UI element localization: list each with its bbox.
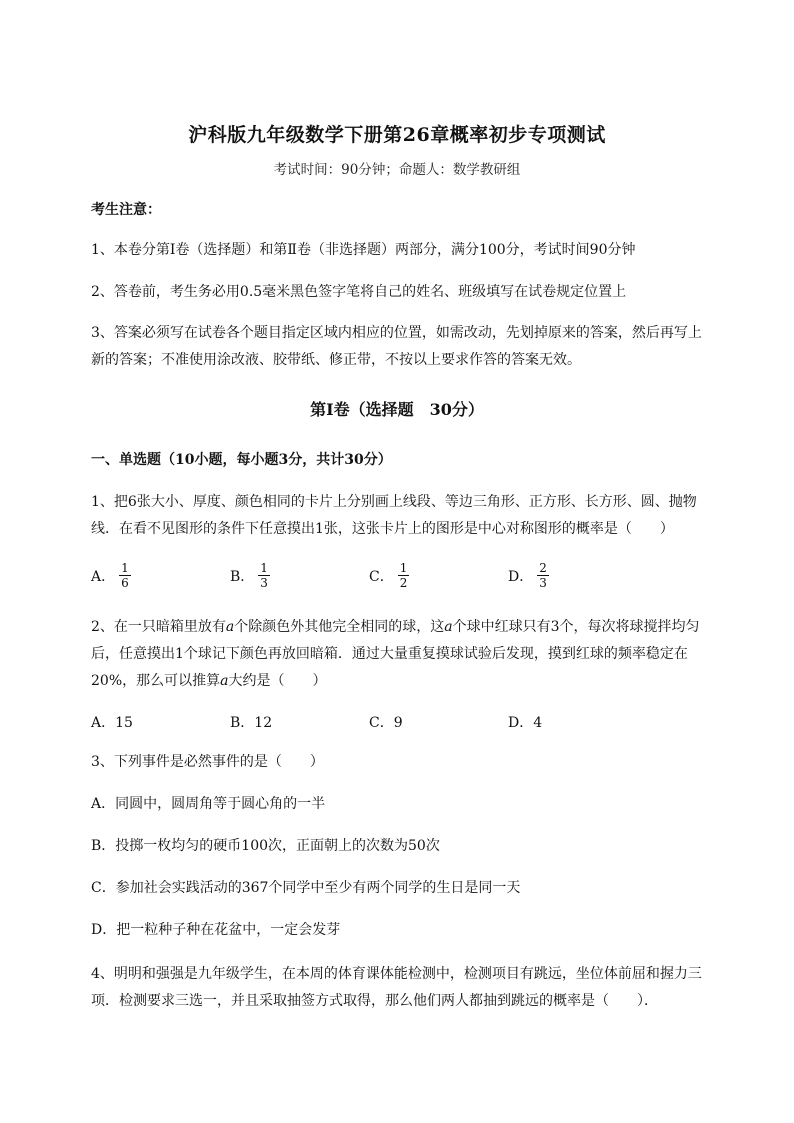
variable-a: a: [225, 619, 235, 635]
stem-text: 个球中红球只有3个，每次将球搅拌均匀后，任意摸出1个球记下颜色再放回暗箱．通过大量重复摸球试验后发现，摸到红球的频率稳定在20%，那么可以推算: [91, 619, 700, 689]
option-label: A．: [91, 568, 116, 585]
numerator: 1: [260, 561, 268, 575]
stem-text: 大约是（ ）: [228, 673, 327, 689]
option-c[interactable]: C．参加社会实践活动的367个同学中至少有两个同学的生日是同一天: [91, 880, 521, 896]
denominator: 6: [121, 576, 129, 590]
option-label: D．: [508, 568, 534, 585]
exam-subtitle: 考试时间：90分钟；命题人：数学教研组: [273, 162, 521, 178]
numerator: 2: [539, 561, 547, 575]
fraction: [537, 561, 549, 590]
variable-a: a: [220, 673, 229, 689]
option-b[interactable]: B．投掷一枚均匀的硬币100次，正面朝上的次数为50次: [91, 838, 440, 854]
denominator: 3: [260, 576, 268, 590]
notice-item-1: 1、本卷分第I卷（选择题）和第Ⅱ卷（非选择题）两部分，满分100分，考试时间90分钟: [91, 242, 636, 258]
option-a[interactable]: [91, 561, 131, 590]
fraction: [398, 561, 410, 590]
denominator: 2: [399, 576, 408, 590]
option-c[interactable]: [369, 561, 409, 590]
denominator: 3: [539, 576, 547, 590]
option-b[interactable]: [230, 561, 270, 590]
numerator: 1: [399, 561, 408, 575]
question-2-stem: [91, 614, 715, 695]
option-label: B．: [230, 568, 255, 585]
numerator: 1: [121, 561, 129, 575]
option-d[interactable]: D．4: [508, 715, 543, 731]
notice-item-3: 3、答案必须写在试卷各个题目指定区域内相应的位置，如需改动，先划掉原来的答案，然后再写上新的答案；不准使用涂改液、胶带纸、修正带，不按以上要求作答的答案无效。: [91, 325, 702, 368]
stem-text: 个除颜色外其他完全相同的球，这: [234, 619, 445, 635]
fraction: [258, 561, 270, 590]
notice-item-2: 2、答卷前，考生务必用0.5毫米黑色签字笔将自己的姓名、班级填写在试卷规定位置上: [91, 284, 627, 300]
notice-heading: 考生注意：: [91, 202, 161, 218]
question-2-options: [91, 712, 715, 752]
option-c[interactable]: C．9: [369, 715, 403, 731]
section-title: 第I卷（选择题 30分）: [310, 400, 484, 419]
stem-text: 2、在一只暗箱里放有: [91, 619, 226, 635]
question-4-stem: 4、明明和强强是九年级学生，在本周的体育课体能检测中，检测项目有跳远，坐位体前屈和握力三项．检测要求三选一，并且采取抽签方式取得，那么他们两人都抽到跳远的概率是（ ）．: [91, 966, 702, 1009]
part-heading: 一、单选题（10小题，每小题3分，共计30分）: [91, 452, 392, 468]
option-d[interactable]: [508, 561, 549, 590]
option-d[interactable]: D．把一粒种子种在花盆中，一定会发芽: [91, 922, 341, 938]
option-b[interactable]: B．12: [230, 715, 273, 731]
option-label: C．: [369, 568, 394, 585]
question-1-stem: 1、把6张大小、厚度、颜色相同的卡片上分别画上线段、等边三角形、正方形、长方形、圆、抛物线．在看不见图形的条件下任意摸出1张，这张卡片上的图形是中心对称图形的概率是（ ）: [91, 494, 697, 537]
variable-a: a: [444, 619, 453, 635]
question-3-stem: 3、下列事件是必然事件的是（ ）: [91, 754, 324, 770]
exam-title: 沪科版九年级数学下册第26章概率初步专项测试: [188, 124, 606, 146]
option-a[interactable]: A．同圆中，圆周角等于圆心角的一半: [91, 796, 326, 812]
fraction: [119, 561, 131, 590]
option-a[interactable]: A．15: [91, 715, 133, 731]
question-1-options: [91, 561, 715, 601]
